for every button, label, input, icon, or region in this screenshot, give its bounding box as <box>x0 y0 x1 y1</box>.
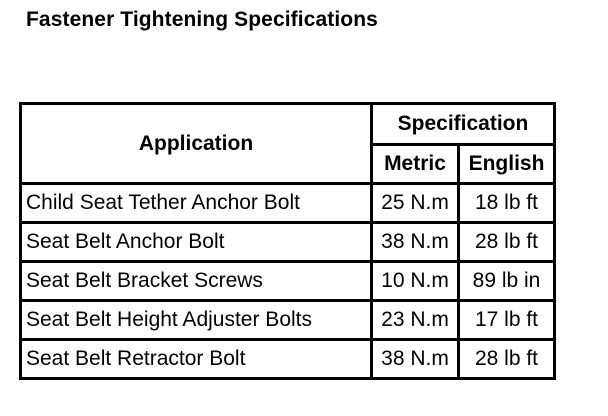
english-cell: 28 lb ft <box>459 223 555 262</box>
application-cell: Seat Belt Bracket Screws <box>21 262 372 301</box>
table-row <box>21 262 555 301</box>
table-header-row <box>21 104 555 145</box>
table-row <box>21 340 555 379</box>
header-specification: Specification <box>372 104 555 145</box>
english-cell: 18 lb ft <box>459 184 555 223</box>
header-metric: Metric <box>372 145 459 184</box>
english-cell: 28 lb ft <box>459 340 555 379</box>
metric-cell: 10 N.m <box>372 262 459 301</box>
english-cell: 17 lb ft <box>459 301 555 340</box>
application-cell: Child Seat Tether Anchor Bolt <box>21 184 372 223</box>
english-cell: 89 lb in <box>459 262 555 301</box>
table-row <box>21 184 555 223</box>
application-cell: Seat Belt Height Adjuster Bolts <box>21 301 372 340</box>
metric-cell: 38 N.m <box>372 223 459 262</box>
header-application: Application <box>21 104 372 184</box>
document-title: Fastener Tightening Specifications <box>26 8 378 31</box>
application-cell: Seat Belt Anchor Bolt <box>21 223 372 262</box>
header-english: English <box>459 145 555 184</box>
metric-cell: 23 N.m <box>372 301 459 340</box>
metric-cell: 38 N.m <box>372 340 459 379</box>
fastener-spec-table <box>19 102 556 380</box>
table-row <box>21 301 555 340</box>
metric-cell: 25 N.m <box>372 184 459 223</box>
application-cell: Seat Belt Retractor Bolt <box>21 340 372 379</box>
table-row <box>21 223 555 262</box>
